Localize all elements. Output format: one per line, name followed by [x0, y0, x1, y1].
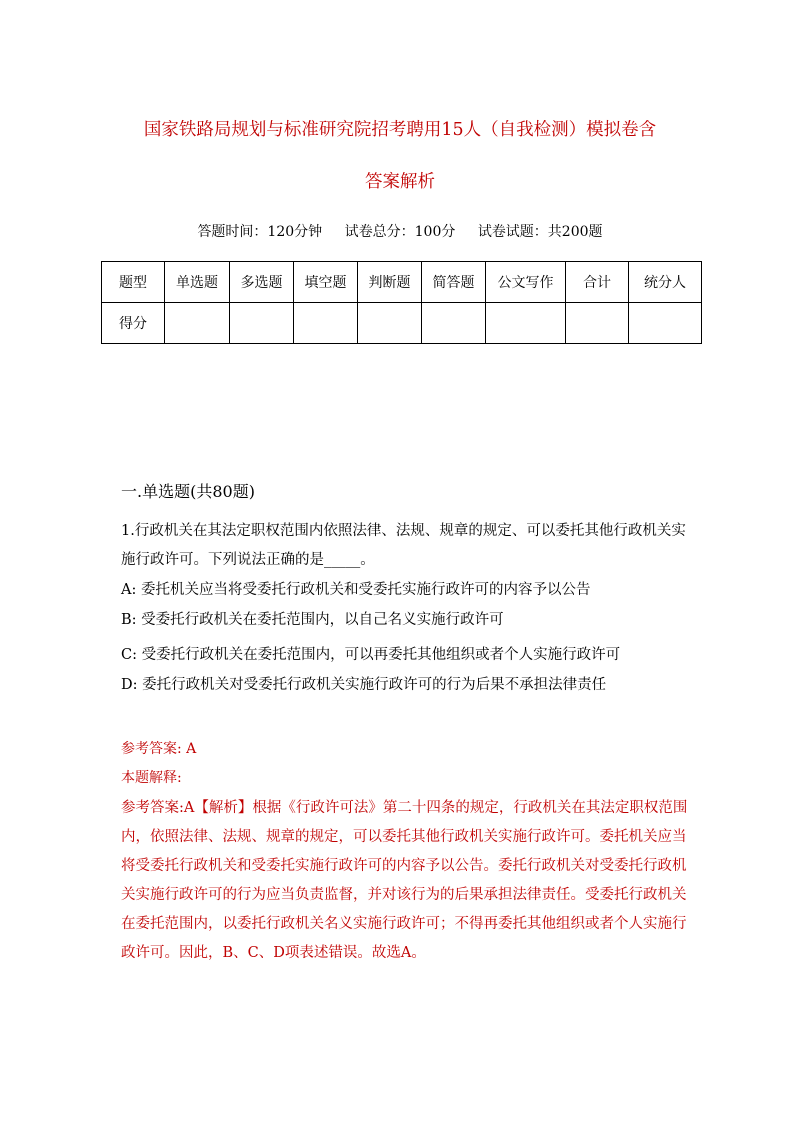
score-header-cell: 统分人	[629, 262, 702, 303]
option-d: D: 委托行政机关对受委托行政机关实施行政许可的行为后果不承担法律责任	[121, 677, 607, 693]
score-header-cell: 题型	[102, 262, 165, 303]
score-cell[interactable]	[165, 303, 230, 344]
document-title	[100, 104, 700, 208]
question-stem: 1.行政机关在其法定职权范围内依照法律、法规、规章的规定、可以委托其他行政机关实施行政许可。下列说法正确的是_____。	[121, 523, 686, 568]
score-header-cell: 合计	[566, 262, 629, 303]
explanation-label: 本题解释:	[121, 770, 182, 786]
score-cell[interactable]	[294, 303, 358, 344]
score-cell[interactable]	[566, 303, 629, 344]
score-header-cell: 填空题	[294, 262, 358, 303]
score-header-cell: 公文写作	[486, 262, 566, 303]
exam-total-score: 试卷总分：100分	[344, 224, 456, 240]
option-c: C: 受委托行政机关在委托范围内，可以再委托其他组织或者个人实施行政许可	[121, 647, 621, 663]
score-header-cell: 多选题	[230, 262, 294, 303]
answer-line: 参考答案: A	[121, 741, 197, 757]
section-heading: 一.单选题(共80题)	[121, 482, 255, 501]
score-row-label: 得分	[102, 303, 165, 344]
score-cell[interactable]	[486, 303, 566, 344]
exam-meta	[100, 222, 700, 242]
score-header-cell: 简答题	[422, 262, 486, 303]
exam-question-count: 试卷试题：共200题	[477, 224, 603, 240]
score-cell[interactable]	[230, 303, 294, 344]
explanation-text: 参考答案:A【解析】根据《行政许可法》第二十四条的规定，行政机关在其法定职权范围内，依照法律、法规、规章的规定，可以委托其他行政机关实施行政许可。委托机关应当将受委托行政机关和受委托实施行政许可的内容予以公告。委托行政机关对受委托行政机关实施行政许可的行为应当负责监督，并对该行为的后果承担法律责任。受委托行政机关在委托范围内，以委托行政机关名义实施行政许可；不得再委托其他组织或者个人实施行政许可。因此，B、C、D项表述错误。故选A。	[121, 800, 688, 961]
title-line-2: 答案解析	[365, 172, 435, 192]
score-cell[interactable]	[629, 303, 702, 344]
score-table-score-row	[102, 303, 702, 344]
score-table-header-row	[102, 262, 702, 303]
exam-time: 答题时间：120分钟	[197, 224, 323, 240]
score-table	[101, 261, 702, 344]
option-b: B: 受委托行政机关在委托范围内，以自己名义实施行政许可	[121, 612, 504, 628]
score-cell[interactable]	[422, 303, 486, 344]
score-cell[interactable]	[358, 303, 422, 344]
score-header-cell: 单选题	[165, 262, 230, 303]
title-line-1: 国家铁路局规划与标准研究院招考聘用15人（自我检测）模拟卷含	[143, 120, 657, 140]
score-header-cell: 判断题	[358, 262, 422, 303]
option-a: A: 委托机关应当将受委托行政机关和受委托实施行政许可的内容予以公告	[121, 582, 591, 598]
